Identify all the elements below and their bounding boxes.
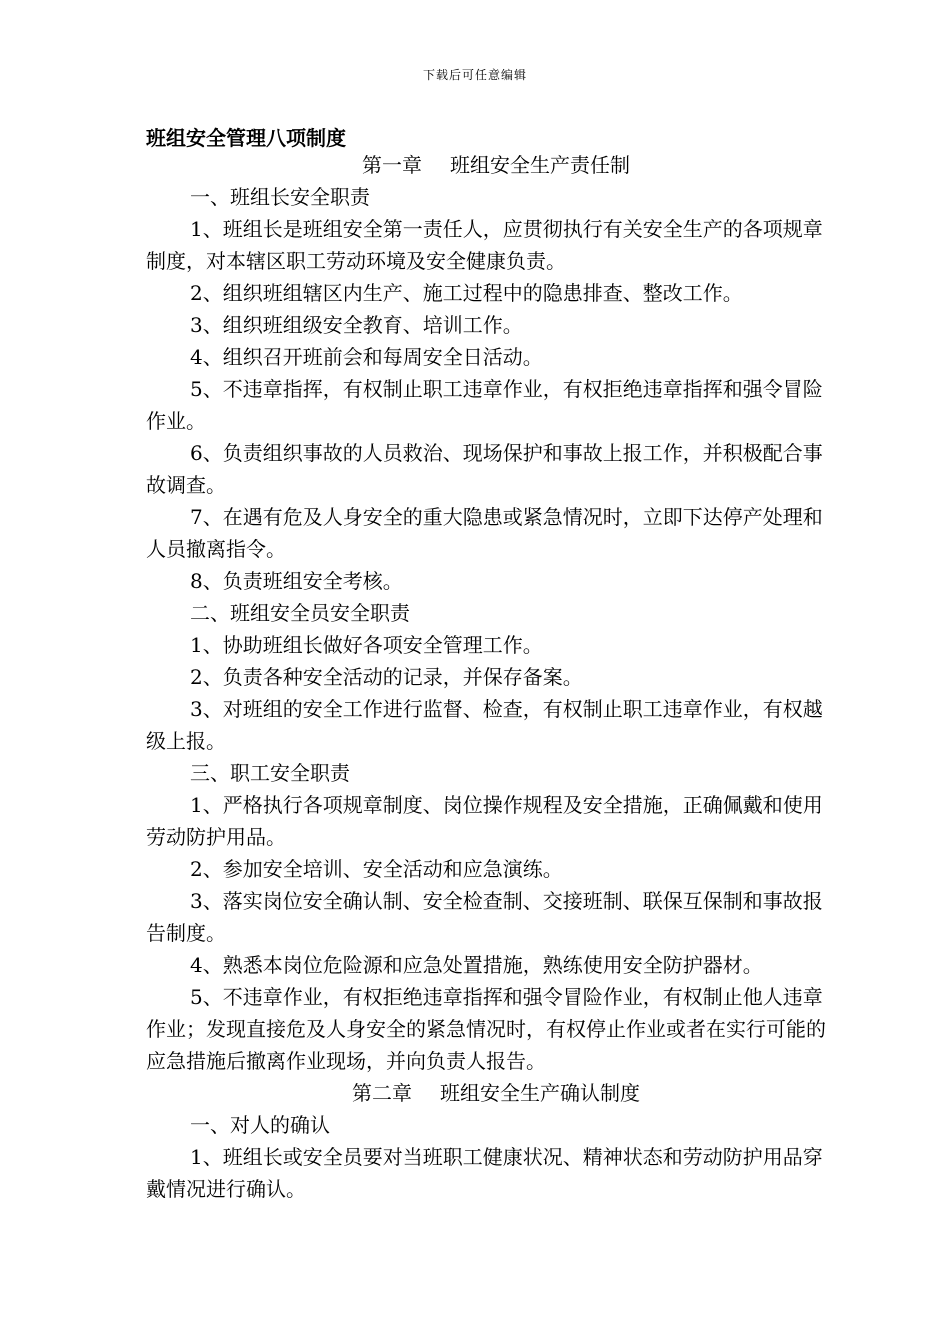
section-heading: 三、职工安全职责 (190, 761, 350, 785)
list-item: 1、协助班组长做好各项安全管理工作。 (190, 633, 543, 657)
chapter-title: 班组安全生产确认制度 (440, 1081, 640, 1105)
list-item: 5、不违章指挥，有权制止职工违章作业，有权拒绝违章指挥和强令冒险作业。 (146, 377, 823, 433)
header-note: 下载后可任意编辑 (422, 68, 527, 82)
document-title: 班组安全管理八项制度 (146, 126, 346, 150)
document-body (146, 149, 826, 1205)
list-item: 8、负责班组安全考核。 (190, 569, 403, 593)
chapter-title: 班组安全生产责任制 (450, 153, 630, 177)
list-item: 3、落实岗位安全确认制、安全检查制、交接班制、联保互保制和事故报告制度。 (146, 889, 823, 945)
list-item: 5、不违章作业，有权拒绝违章指挥和强令冒险作业，有权制止他人违章作业；发现直接危及人身安全的紧急情况时，有权停止作业或者在实行可能的应急措施后撤离作业现场，并向负责人报告。 (146, 985, 826, 1073)
list-item: 2、组织班组辖区内生产、施工过程中的隐患排查、整改工作。 (190, 281, 743, 305)
chapter-number: 第一章 (362, 153, 422, 177)
section-heading: 一、对人的确认 (190, 1113, 330, 1137)
chapter-number: 第二章 (352, 1081, 412, 1105)
list-item: 7、在遇有危及人身安全的重大隐患或紧急情况时，立即下达停产处理和人员撤离指令。 (146, 505, 823, 561)
chapter-heading (146, 149, 826, 181)
section-heading: 一、班组长安全职责 (190, 185, 370, 209)
list-item: 4、熟悉本岗位危险源和应急处置措施，熟练使用安全防护器材。 (190, 953, 763, 977)
section-heading: 二、班组安全员安全职责 (190, 601, 410, 625)
list-item: 3、组织班组级安全教育、培训工作。 (190, 313, 523, 337)
list-item: 2、负责各种安全活动的记录，并保存备案。 (190, 665, 583, 689)
chapter-heading (146, 1077, 826, 1109)
list-item: 1、严格执行各项规章制度、岗位操作规程及安全措施，正确佩戴和使用劳动防护用品。 (146, 793, 823, 849)
list-item: 3、对班组的安全工作进行监督、检查，有权制止职工违章作业，有权越级上报。 (146, 697, 823, 753)
list-item: 4、组织召开班前会和每周安全日活动。 (190, 345, 543, 369)
list-item: 1、班组长或安全员要对当班职工健康状况、精神状态和劳动防护用品穿戴情况进行确认。 (146, 1145, 823, 1201)
list-item: 6、负责组织事故的人员救治、现场保护和事故上报工作，并积极配合事故调查。 (146, 441, 823, 497)
list-item: 2、参加安全培训、安全活动和应急演练。 (190, 857, 563, 881)
list-item: 1、班组长是班组安全第一责任人，应贯彻执行有关安全生产的各项规章制度，对本辖区职工劳动环境及安全健康负责。 (146, 217, 823, 273)
